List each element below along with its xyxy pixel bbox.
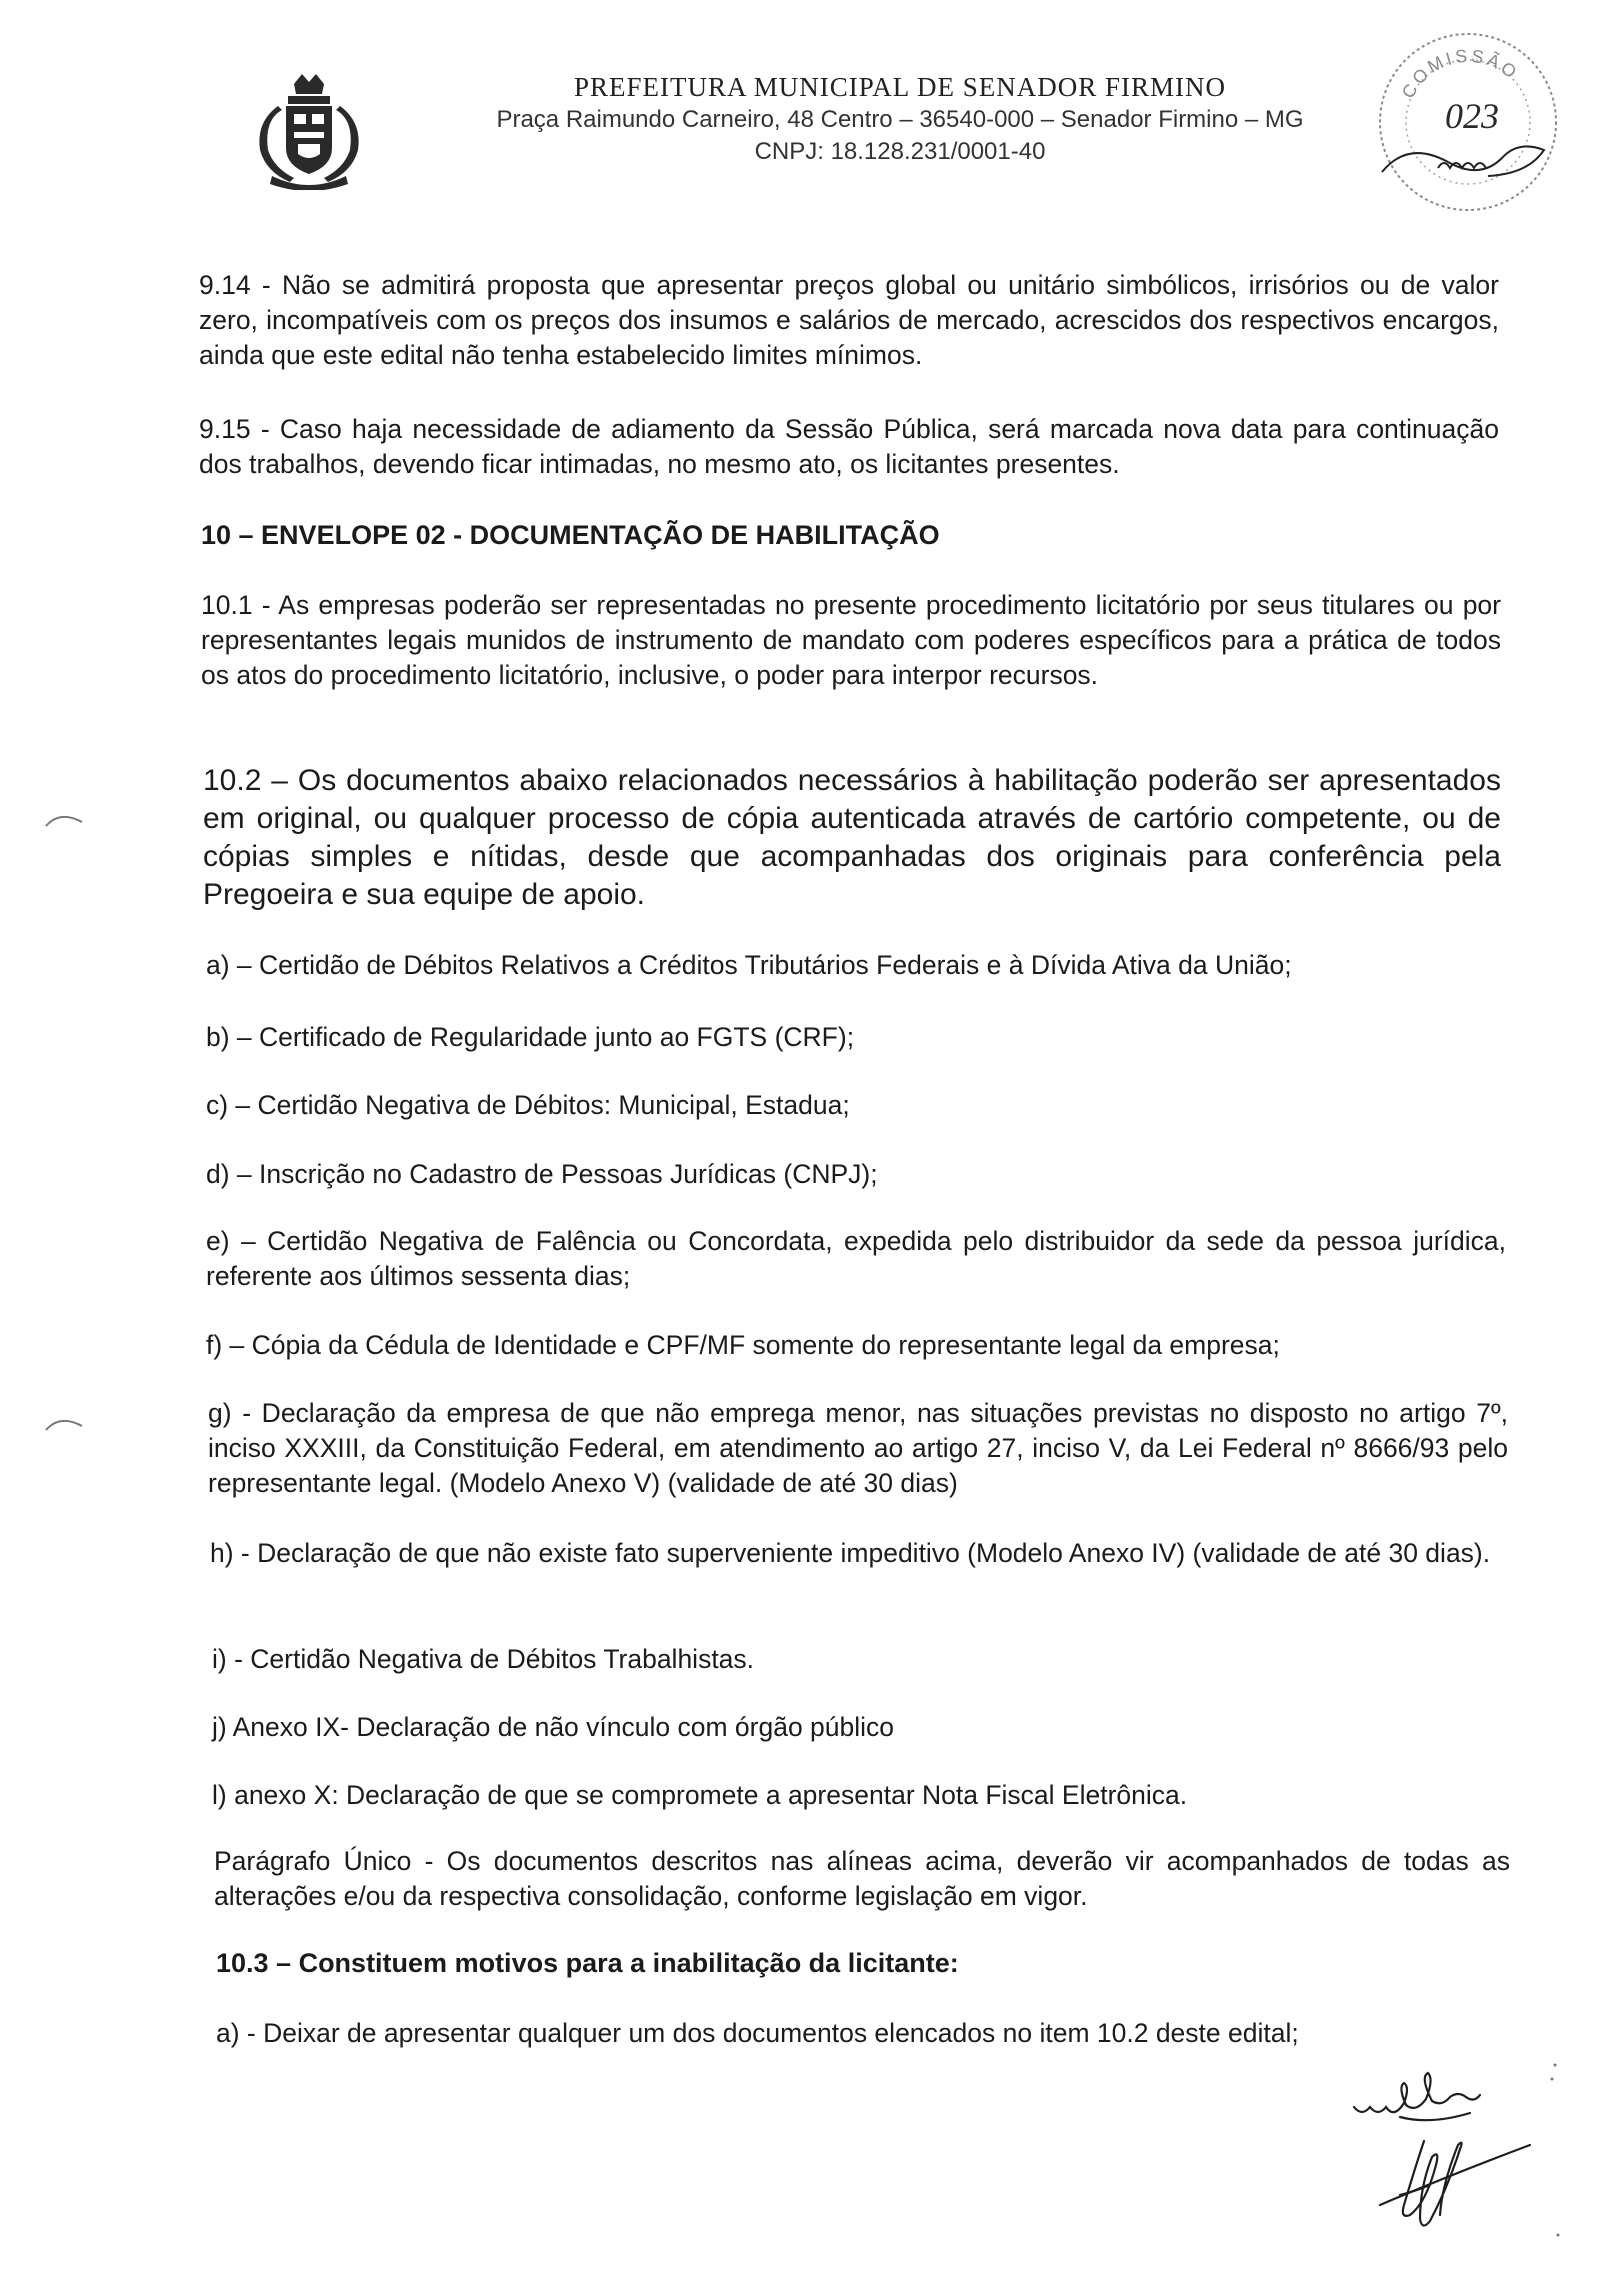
clause-10-2: 10.2 – Os documentos abaixo relacionados necessários à habilitação poderão ser apresentados em original, ou qualquer processo de cópia autenticada através de cartório competente, ou de cópias simples e nítidas, desde que acompanhadas dos originais para conferência pela Pregoeira e sua equipe de apoio. [203,764,1501,911]
municipal-crest-icon [250,70,368,190]
scan-mark [42,808,92,830]
item-l: l) anexo X: Declaração de que se compromete a apresentar Nota Fiscal Eletrônica. [212,1780,1188,1810]
clause-10-1: 10.1 - As empresas poderão ser representadas no presente procedimento licitatório por seus titulares ou por representantes legais munidos de instrumento de mandato com poderes específicos para a prática de todos os atos do procedimento licitatório, inclusive, o poder para interpor recursos. [201,590,1501,690]
clause-9-14: 9.14 - Não se admitirá proposta que apresentar preços global ou unitário simbólicos, irrisórios ou de valor zero, incompatíveis com os preços dos insumos e salários de mercado, acrescidos dos respectivos encargos, ainda que este edital não tenha estabelecido limites mínimos. [199,270,1499,370]
org-name: PREFEITURA MUNICIPAL DE SENADOR FIRMINO [573,72,1227,102]
section-heading-10: 10 – ENVELOPE 02 - DOCUMENTAÇÃO DE HABILITAÇÃO [201,520,940,550]
item-f: f) – Cópia da Cédula de Identidade e CPF/MF somente do representante legal da empresa; [206,1330,1280,1360]
org-cnpj: CNPJ: 18.128.231/0001-40 [754,138,1046,165]
item-b: b) – Certificado de Regularidade junto ao FGTS (CRF); [206,1022,855,1052]
item-a-disqualification: a) - Deixar de apresentar qualquer um dos documentos elencados no item 10.2 deste edital; [216,2018,1299,2048]
letterhead [420,70,1380,168]
paragrafo-unico: Parágrafo Único - Os documentos descritos nas alíneas acima, deverão vir acompanhados de todas as alterações e/ou da respectiva consolidação, conforme legislação em vigor. [214,1846,1510,1911]
commission-stamp [1368,22,1568,222]
stamp-page-number: 023 [1445,96,1499,136]
stamp-top-text: COMISSÃO [1397,45,1523,102]
item-g: g) - Declaração da empresa de que não emprega menor, nas situações previstas no disposto no artigo 7º, inciso XXXIII, da Constituição Federal, em atendimento ao artigo 27, inciso V, da Lei Federal nº 8666/93 pelo representante legal. (Modelo Anexo V) (validade de até 30 dias) [208,1398,1508,1498]
handwritten-signature [1340,2055,1570,2255]
item-h: h) - Declaração de que não existe fato superveniente impeditivo (Modelo Anexo IV) (validade de até 30 dias). [210,1538,1491,1568]
item-j: j) Anexo IX- Declaração de não vínculo com órgão público [212,1712,895,1742]
section-heading-10-3: 10.3 – Constituem motivos para a inabilitação da licitante: [216,1948,959,1978]
item-a: a) – Certidão de Débitos Relativos a Créditos Tributários Federais e à Dívida Ativa da União; [206,950,1292,980]
svg-text:COMISSÃO [1398,46,1523,102]
clause-9-15: 9.15 - Caso haja necessidade de adiamento da Sessão Pública, será marcada nova data para continuação dos trabalhos, devendo ficar intimadas, no mesmo ato, os licitantes presentes. [199,414,1499,479]
item-e: e) – Certidão Negativa de Falência ou Concordata, expedida pelo distribuidor da sede da pessoa jurídica, referente aos últimos sessenta dias; [206,1226,1506,1291]
scan-mark [42,1412,92,1434]
item-i: i) - Certidão Negativa de Débitos Trabalhistas. [212,1644,755,1674]
item-c: c) – Certidão Negativa de Débitos: Municipal, Estadua; [206,1090,850,1120]
org-address: Praça Raimundo Carneiro, 48 Centro – 36540-000 – Senador Firmino – MG [496,106,1304,133]
item-d: d) – Inscrição no Cadastro de Pessoas Jurídicas (CNPJ); [206,1159,878,1189]
